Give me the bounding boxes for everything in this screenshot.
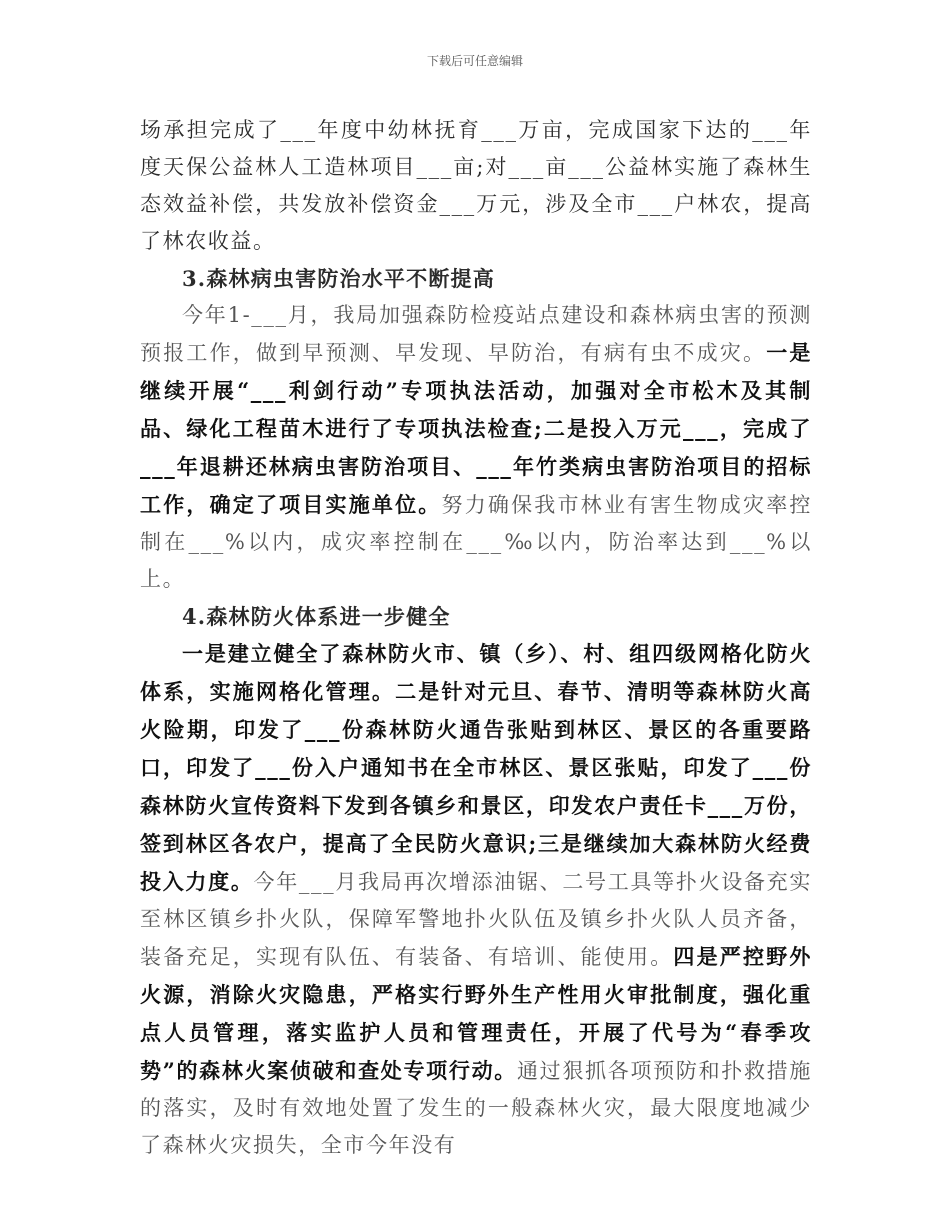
pest-control-measures: 一是继续开展“___利剑行动”专项执法活动，加强对全市松木及其制品、绿化工程苗木进行了专项执法检查;二是投入万元___，完成了___年退耕还林病虫害防治项目、___年竹类病虫害防治项目的招标工作，确定了项目实施单位。 — [140, 340, 812, 517]
paragraph-fire-prevention — [140, 635, 812, 1164]
fire-source-control: 四是严控野外火源，消除火灾隐患，严格实行野外生产性用火审批制度，强化重点人员管理，落实监护人员和管理责任，开展了代号为“春季攻势”的森林火案侦破和查处专项行动。 — [140, 944, 812, 1083]
pest-control-targets: 努力确保我市林业有害生物成灾率控制在___%以内，成灾率控制在___‰以内，防治率达到___%以上。 — [140, 493, 812, 591]
fire-equipment-text: 今年___月我局再次增添油锯、二号工具等扑火设备充实至林区镇乡扑火队，保障军警地扑火队伍及镇乡扑火队人员齐备，装备充足，实现有队伍、有装备、有培训、能使用。 — [140, 870, 812, 969]
section-heading-pest-control: 3.森林病虫害防治水平不断提高 — [182, 266, 495, 291]
page-header: 下载后可任意编辑 — [426, 54, 523, 68]
fire-results-text: 通过狠抓各项预防和扑救措施的落实，及时有效地处置了发生的一般森林火灾，最大限度地减少了森林火灾损失，全市今年没有 — [140, 1059, 812, 1157]
pest-control-intro: 今年1-___月，我局加强森防检疫站点建设和森林病虫害的预测预报工作，做到早预测、早发现、早防治，有病有虫不成灾。 — [140, 303, 812, 365]
section-heading-fire-prevention: 4.森林防火体系进一步健全 — [182, 604, 451, 629]
fire-prevention-measures: 一是建立健全了森林防火市、镇（乡）、村、组四级网格化防火体系，实施网格化管理。二是针对元旦、春节、清明等森林防火高火险期，印发了___份森林防火通告张贴到林区、景区的各重要路口，印发了___份入户通知书在全市林区、景区张贴，印发了___份森林防火宣传资料下发到各镇乡和景区，印发农户责任卡___万份，签到林区各农户，提高了全民防火意识;三是继续加大森林防火经费投入力度。 — [140, 641, 812, 894]
paragraph-pest-control — [140, 297, 812, 598]
document-body — [140, 112, 812, 1164]
paragraph-afforestation: 场承担完成了___年度中幼林抚育___万亩，完成国家下达的___年度天保公益林人工造林项目___亩;对___亩___公益林实施了森林生态效益补偿，共发放补偿资金___万元，涉及全市___户林农，提高了林农收益。 — [140, 118, 812, 253]
